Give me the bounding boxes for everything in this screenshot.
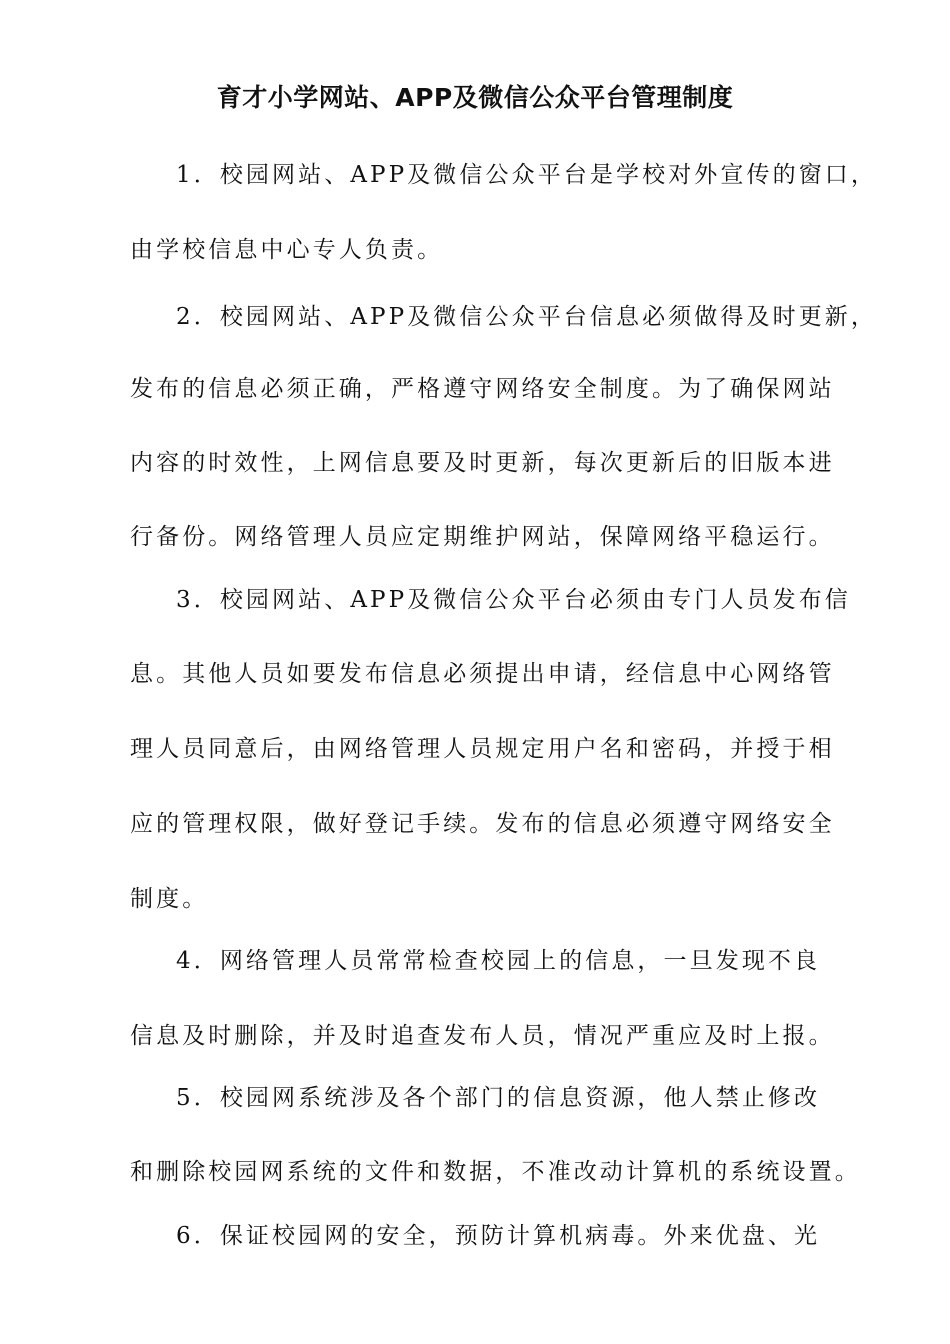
- paragraph-3-line-3: 理人员同意后，由网络管理人员规定用户名和密码，并授于相: [130, 736, 835, 762]
- paragraph-1-line-1: 1．校园网站、APP及微信公众平台是学校对外宣传的窗口，: [176, 162, 877, 188]
- paragraph-6-line-1: 6．保证校园网的安全，预防计算机病毒。外来优盘、光: [176, 1223, 821, 1249]
- paragraph-2-line-4: 行备份。网络管理人员应定期维护网站，保障网络平稳运行。: [130, 524, 835, 550]
- paragraph-4-line-1: 4．网络管理人员常常检查校园上的信息，一旦发现不良: [176, 948, 821, 974]
- paragraph-5-line-2: 和删除校园网系统的文件和数据，不准改动计算机的系统设置。: [130, 1159, 861, 1185]
- paragraph-3-line-1: 3．校园网站、APP及微信公众平台必须由专门人员发布信: [176, 587, 851, 613]
- paragraph-3-line-2: 息。其他人员如要发布信息必须提出申请，经信息中心网络管: [130, 661, 835, 687]
- paragraph-3-line-5: 制度。: [130, 886, 209, 912]
- paragraph-5-line-1: 5．校园网系统涉及各个部门的信息资源，他人禁止修改: [176, 1085, 821, 1111]
- paragraph-2-line-2: 发布的信息必须正确，严格遵守网络安全制度。为了确保网站: [130, 376, 835, 402]
- paragraph-2-line-3: 内容的时效性，上网信息要及时更新，每次更新后的旧版本进: [130, 450, 835, 476]
- paragraph-3-line-4: 应的管理权限，做好登记手续。发布的信息必须遵守网络安全: [130, 811, 835, 837]
- paragraph-1-line-2: 由学校信息中心专人负责。: [130, 237, 444, 263]
- paragraph-2-line-1: 2．校园网站、APP及微信公众平台信息必须做得及时更新，: [176, 304, 877, 330]
- paragraph-4-line-2: 信息及时删除，并及时追查发布人员，情况严重应及时上报。: [130, 1023, 835, 1049]
- document-title: 育才小学网站、APP及微信公众平台管理制度: [216, 83, 734, 112]
